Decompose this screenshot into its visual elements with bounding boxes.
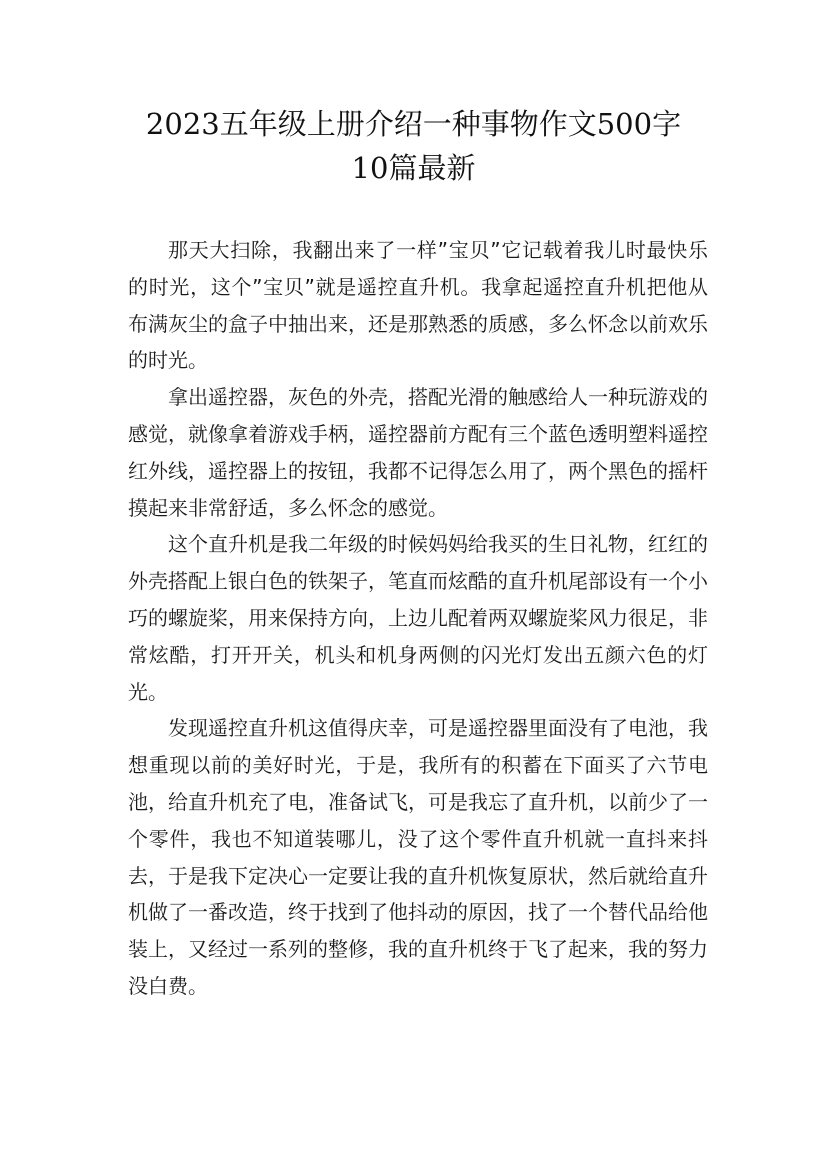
paragraph-3: 这个直升机是我二年级的时候妈妈给我买的生日礼物，红红的外壳搭配上银白色的铁架子，笔直而炫酷的直升机尾部设有一个小巧的螺旋桨，用来保持方向，上边儿配着两双螺旋桨风力很足，非常炫酷，打开开关，机头和机身两侧的闪光灯发出五颜六色的灯光。 [128,532,708,704]
document-body [128,232,708,1005]
document-title-line-2: 10篇最新 [351,151,476,185]
paragraph-4: 发现遥控直升机这值得庆幸，可是遥控器里面没有了电池，我想重现以前的美好时光，于是，我所有的积蓄在下面买了六节电池，给直升机充了电，准备试飞，可是我忘了直升机，以前少了一个零件，我也不知道装哪儿，没了这个零件直升机就一直抖来抖去，于是我下定决心一定要让我的直升机恢复原状，然后就给直升机做了一番改造，终于找到了他抖动的原因，找了一个替代品给他装上，又经过一系列的整修，我的直升机终于飞了起来，我的努力没白费。 [128,716,708,998]
paragraph-2: 拿出遥控器，灰色的外壳，搭配光滑的触感给人一种玩游戏的感觉，就像拿着游戏手柄，遥控器前方配有三个蓝色透明塑料遥控红外线，遥控器上的按钮，我都不记得怎么用了，两个黑色的摇杆摸起来非常舒适，多么怀念的感觉。 [128,385,708,520]
paragraph-1: 那天大扫除，我翻出来了一样”宝贝”它记载着我儿时最快乐的时光，这个”宝贝”就是遥控直升机。我拿起遥控直升机把他从布满灰尘的盒子中抽出来，还是那熟悉的质感，多么怀念以前欢乐的时光。 [128,238,708,373]
document-title-line-1: 2023五年级上册介绍一种事物作文500字 [145,107,682,141]
